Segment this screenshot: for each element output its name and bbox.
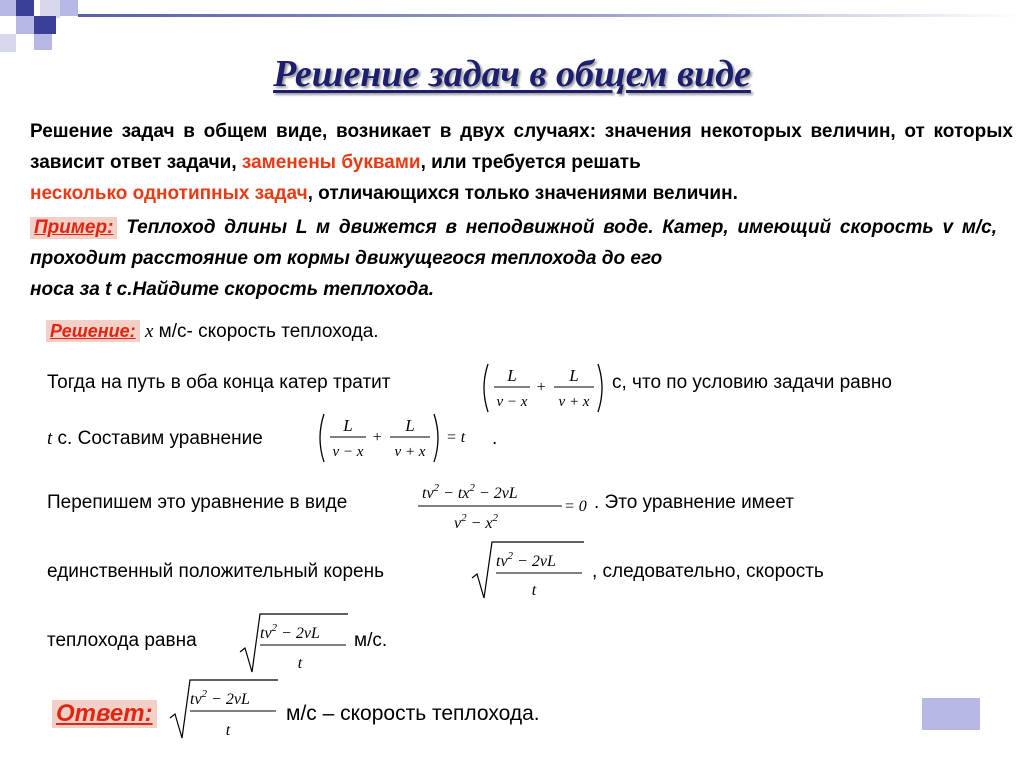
intro-highlight: заменены буквами	[241, 152, 421, 173]
root-denominator: t	[531, 582, 537, 599]
solution-line-4-end: . Это уравнение имеет	[594, 492, 794, 513]
answer-label: Ответ:	[52, 700, 157, 728]
paren-left	[484, 364, 488, 412]
deco-square	[0, 34, 16, 52]
formula-root	[236, 610, 356, 676]
sqrt-sign	[472, 542, 584, 598]
paren-left	[320, 414, 324, 462]
formula-plus: +	[371, 429, 383, 446]
formula-numerator: $tv^2 - tx^2 - 2vL$	[422, 482, 518, 502]
solution-line-6-end: м/с.	[354, 630, 388, 651]
top-rule	[78, 14, 1024, 17]
example-label: Пример:	[30, 217, 117, 239]
intro-paragraph	[30, 116, 1013, 209]
formula-time-sum	[478, 360, 608, 416]
root-denominator: t	[225, 722, 231, 739]
deco-square	[60, 0, 78, 16]
intro-highlight: несколько однотипных задач	[30, 183, 308, 204]
sqrt-sign	[240, 614, 348, 672]
solution-label: Решение:	[46, 320, 140, 342]
formula-v-plus-x: v + x	[394, 444, 426, 460]
example-paragraph	[30, 212, 997, 305]
var-x: x	[144, 321, 154, 342]
sqrt-sign	[170, 680, 278, 738]
solution-line-4-start: Перепишем это уравнение в виде	[47, 492, 348, 513]
intro-text: Решение задач в общем виде, возникает в двух случаях: значения некоторых величин, от которых зависит ответ задачи,	[30, 121, 1013, 173]
deco-square	[16, 0, 34, 16]
deco-square	[0, 0, 16, 16]
deco-square	[34, 34, 52, 50]
formula-L: L	[569, 366, 579, 385]
formula-L: L	[507, 366, 517, 385]
root-denominator: t	[297, 655, 303, 672]
solution-line-6-start: теплохода равна	[47, 630, 197, 651]
formula-root-answer	[166, 676, 286, 742]
solution-line-3	[47, 428, 263, 450]
deco-square	[16, 16, 34, 34]
paren-right	[434, 414, 438, 462]
formula-plus: +	[535, 379, 547, 396]
intro-text: , отличающихся только значениями величин.	[307, 183, 738, 204]
solution-line-2-end: с, что по условию задачи равно	[612, 372, 892, 393]
formula-L: L	[343, 416, 353, 435]
solution-text: с. Составим уравнение	[52, 428, 263, 449]
example-text-end: носа за t с.Найдите скорость теплохода.	[30, 279, 435, 300]
formula-v-minus-x: v − x	[496, 394, 528, 410]
var-t: t	[47, 428, 53, 449]
solution-line-3-end: .	[492, 428, 498, 449]
intro-text: , или требуется решать	[420, 152, 641, 173]
answer-text: м/с – скорость теплохода.	[286, 702, 540, 725]
solution-line-1	[46, 320, 379, 343]
paren-right	[598, 364, 602, 412]
formula-v-plus-x: v + x	[558, 394, 590, 410]
slide-title: Решение задач в общем виде	[273, 53, 751, 95]
solution-text: м/с- скорость теплохода.	[153, 321, 379, 342]
formula-eq-0: = 0	[564, 498, 587, 515]
formula-denominator: $v^2 - x^2$	[454, 512, 499, 532]
formula-v-minus-x: v − x	[332, 444, 364, 460]
formula-root	[468, 538, 588, 602]
solution-line-5-start: единственный положительный корень	[47, 561, 385, 582]
deco-square	[34, 16, 56, 34]
formula-polynomial	[412, 474, 594, 534]
root-numerator: $tv^2 - 2vL$	[496, 550, 556, 570]
formula-equation	[314, 410, 494, 466]
solution-line-5-end: , следовательно, скорость	[592, 561, 824, 582]
formula-L: L	[405, 416, 415, 435]
formula-eq-t: = t	[446, 429, 466, 446]
root-numerator: $tv^2 - 2vL$	[260, 622, 320, 642]
example-text: Теплоход длины L м движется в неподвижной воде. Катер, имеющий скорость v м/с, проходит расстояние от кормы движущегося теплохода до его	[30, 217, 997, 269]
solution-line-2-start: Тогда на путь в оба конца катер тратит	[47, 372, 391, 393]
next-slide-button[interactable]	[922, 698, 980, 730]
root-numerator: $tv^2 - 2vL$	[190, 688, 250, 708]
